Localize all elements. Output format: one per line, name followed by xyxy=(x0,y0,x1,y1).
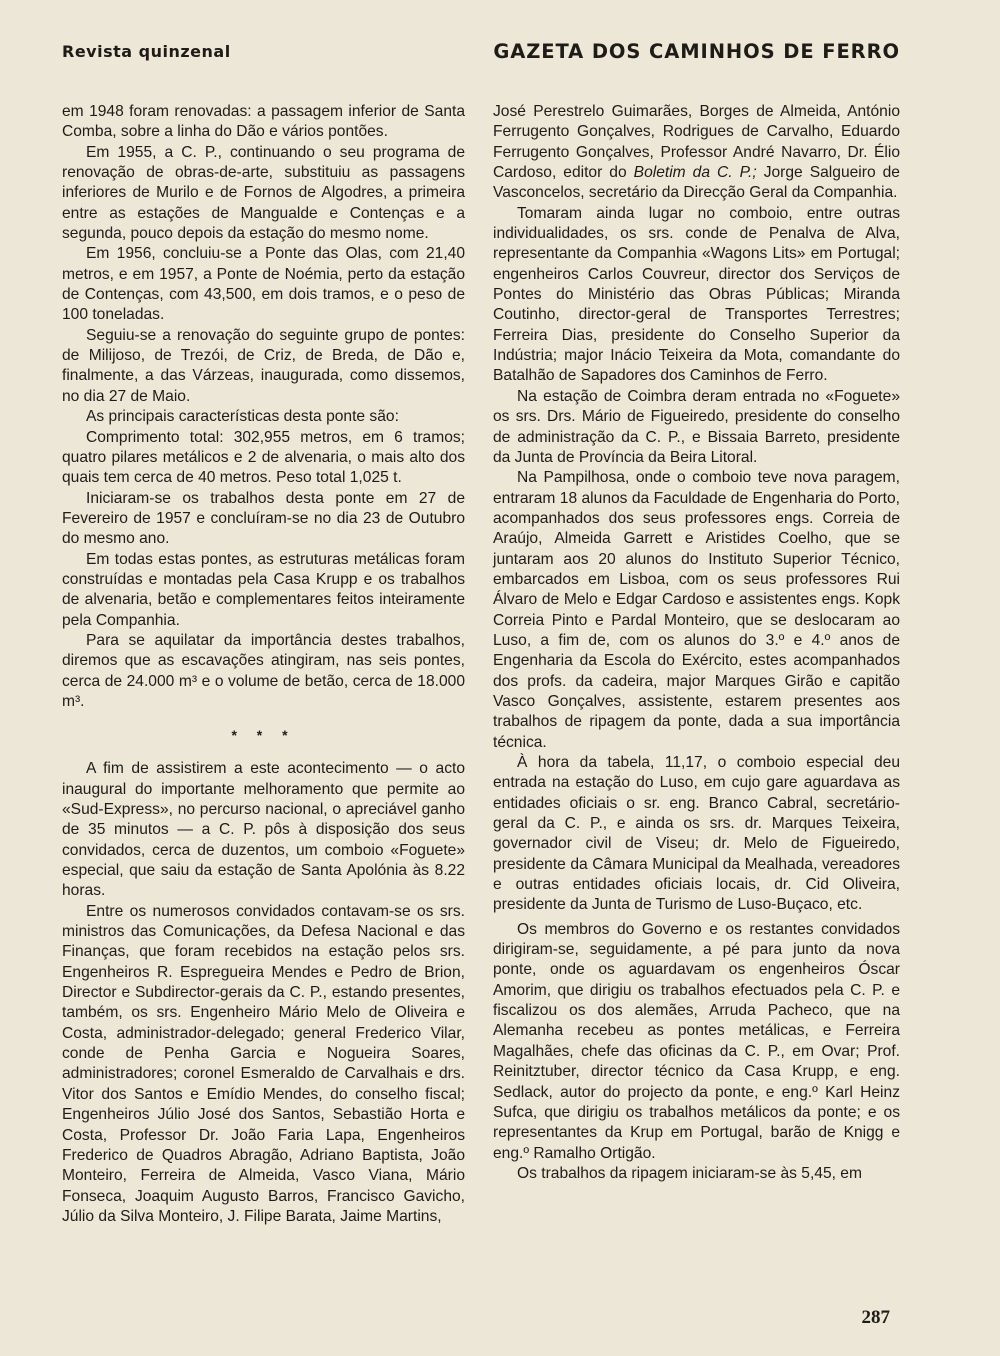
paragraph xyxy=(493,102,900,204)
paragraph: Entre os numerosos convidados contavam-se os srs. ministros das Comunicações, da Defesa Nacional e das Finanças, que foram recebidos na estação pelos srs. Engenheiros R. Espregueira Mendes e Pedro de Brion, Director e Subdirector-gerais da C. P., estando presentes, também, os srs. Engenheiro Mário Melo de Oliveira e Costa, administrador-delegado; general Frederico Vilar, conde de Penha Garcia e Nogueira Soares, administradores; coronel Esmeraldo de Carvalhais e drs. Vitor dos Santos e Emídio Mendes, do conselho fiscal; Engenheiros Júlio José dos Santos, Sebastião Horta e Costa, Professor Dr. João Faria Lapa, Engenheiros Frederico de Quadros Abragão, Adriano Baptista, João Monteiro, Ferreira de Almeida, Vasco Viana, Mário Fonseca, Joaquim Augusto Barros, Francisco Gavicho, Júlio da Silva Monteiro, J. Filipe Barata, Jaime Martins, xyxy=(62,902,465,1225)
paragraph: Seguiu-se a renovação do seguinte grupo de pontes: de Milijoso, de Trezói, de Criz, de Breda, de Dão e, finalmente, a das Várzeas, inaugurada, como dissemos, no dia 27 de Maio. xyxy=(62,326,465,405)
section-separator: * * * xyxy=(231,727,296,744)
paragraph: Tomaram ainda lugar no comboio, entre outras individualidades, os srs. conde de Penalva de Alva, representante da Companhia «Wagons Lits» em Portugal; engenheiros Carlos Couvreur, director dos Serviços de Pontes do Ministério das Obras Públicas; Miranda Coutinho, director-geral de Transportes Terrestres; Ferreira Dias, presidente do Conselho Superior da Indústria; major Inácio Teixeira da Mota, comandante do Batalhão de Sapadores dos Caminhos de Ferro. xyxy=(493,204,900,385)
page-number: 287 xyxy=(861,1307,890,1328)
running-header-title: GAZETA DOS CAMINHOS DE FERRO xyxy=(493,40,900,63)
paragraph: Os membros do Governo e os restantes convidados dirigiram-se, seguidamente, a pé para junto da nova ponte, onde os aguardavam os engenheiros Óscar Amorim, que dirigiu os trabalhos efectuados pela C. P. e fiscalizou os dos alemães, Arruda Pacheco, que na Alemanha recebeu as pontes metálicas, e Ferreira Magalhães, chefe das oficinas da C. P., em Ovar; Prof. Reinitztuber, director técnico da Casa Krupp, e eng. Sedlack, autor do projecto da ponte, e eng.º Karl Heinz Sufca, que dirigiu os trabalhos metálicos da ponte; e os representantes da Krup em Portugal, barão de Knigg e eng.º Ramalho Ortigão. xyxy=(493,920,900,1162)
paragraph: Iniciaram-se os trabalhos desta ponte em 27 de Fevereiro de 1957 e concluíram-se no dia 23 de Outubro do mesmo ano. xyxy=(62,489,465,548)
paragraph: Comprimento total: 302,955 metros, em 6 tramos; quatro pilares metálicos e 2 de alvenaria, o mais alto dos quais tem cerca de 40 metros. Peso total 1,025 t. xyxy=(62,428,465,487)
paragraph: À hora da tabela, 11,17, o comboio especial deu entrada na estação do Luso, em cujo gare aguardava as entidades oficiais o sr. eng. Branco Cabral, secretário-geral da C. P., e ainda os srs. dr. Marques Teixeira, governador civil de Viseu; dr. Melo de Figueiredo, presidente da Câmara Municipal da Mealhada, vereadores e outras entidades oficiais locais, dr. Cid Oliveira, presidente da Junta de Turismo de Luso-Buçaco, etc. xyxy=(493,754,900,914)
paragraph: Em todas estas pontes, as estruturas metálicas foram construídas e montadas pela Casa Krupp e os trabalhos de alvenaria, betão e complementares feitos inteiramente pela Companhia. xyxy=(62,550,465,629)
paragraph: Em 1956, concluiu-se a Ponte das Olas, com 21,40 metros, e em 1957, a Ponte de Noémia, perto da estação de Contenças, com 43,500, em dois tramos, e o peso de 100 toneladas. xyxy=(62,245,465,324)
running-header-left: Revista quinzenal xyxy=(62,42,231,61)
paragraph-text: José Perestrelo Guimarães, Borges de Almeida, António Ferrugento Gonçalves, Rodrigues de Carvalho, Eduardo Ferrugento Gonçalves, Professor André Navarro, Dr. Élio Cardoso, editor do xyxy=(493,103,900,182)
paragraph: Os trabalhos da ripagem iniciaram-se às 5,45, em xyxy=(517,1164,862,1182)
paragraph: Na estação de Coimbra deram entrada no «Foguete» os srs. Drs. Mário de Figueiredo, presidente do conselho de administração da C. P., e Bissaia Barreto, presidente da Junta de Província da Beira Litoral. xyxy=(493,387,900,466)
paragraph: Para se aquilatar da importância destes trabalhos, diremos que as escavações atingiram, nas seis pontes, cerca de 24.000 m³ e o volume de betão, cerca de 18.000 m³. xyxy=(62,631,465,710)
paragraph: A fim de assistirem a este acontecimento — o acto inaugural do importante melhoramento que permite ao «Sud-Express», no percurso nacional, o apreciável ganho de 35 minutos — a C. P. pôs à disposição dos seus convidados, cerca de duzentos, um comboio «Foguete» especial, que saiu da estação de Santa Apolónia às 8.22 horas. xyxy=(62,760,465,900)
right-column xyxy=(493,102,900,1184)
left-column xyxy=(62,102,465,1227)
paragraph: Em 1955, a C. P., continuando o seu programa de renovação de obras-de-arte, substituiu as passagens inferiores de Murilo e de Fornos de Algodres, a primeira entre as estações de Mangualde e Contenças e a segunda, pouco depois da estação do mesmo nome. xyxy=(62,143,465,243)
paragraph: As principais características desta ponte são: xyxy=(86,408,399,426)
publication-title: Boletim da C. P.; xyxy=(633,164,757,182)
paragraph-text: Jorge Salgueiro de Vasconcelos, secretário da Direcção Geral da Companhia. xyxy=(493,164,900,202)
paragraph: Na Pampilhosa, onde o comboio teve nova paragem, entraram 18 alunos da Faculdade de Engenharia do Porto, acompanhados dos seus professores engs. Correia de Araújo, Almeida Garrett e Aristides Coelho, que se juntaram aos 20 alunos do Instituto Superior Técnico, embarcados em Lisboa, com os seus professores Rui Álvaro de Melo e Edgar Cardoso e assistentes engs. Kopk Correia Pinto e Pardal Monteiro, que se deslocaram ao Luso, a fim de, com os alunos do 3.º e 4.º anos de Engenharia da Escola do Exército, estes acompanhados dos profs. da cadeira, major Marques Girão e capitão Vasco Gonçalves, assistente, estarem presentes aos trabalhos de ripagem da ponte, dada a sua importância técnica. xyxy=(493,469,900,751)
paragraph: em 1948 foram renovadas: a passagem inferior de Santa Comba, sobre a linha do Dão e vários pontões. xyxy=(62,103,465,141)
